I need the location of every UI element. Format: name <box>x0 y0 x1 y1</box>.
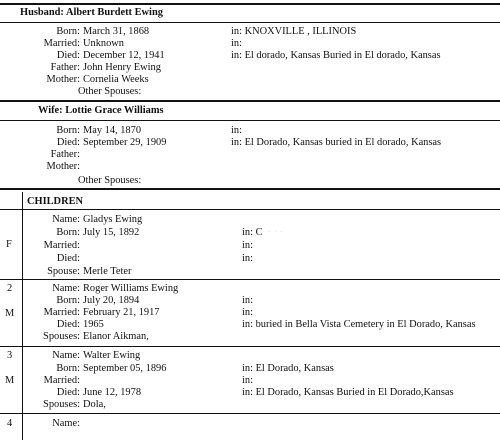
child-name: Gladys Ewing <box>83 214 143 225</box>
children-heading: CHILDREN <box>27 196 84 207</box>
child-married-place: in: <box>242 240 253 251</box>
husband-died-label: Died: <box>56 50 80 61</box>
wife-heading-rule <box>0 120 500 121</box>
husband-other-spouses-label: Other Spouses: <box>78 86 142 97</box>
husband-name: Albert Burdett Ewing <box>65 7 163 18</box>
wife-other-spouses-label: Other Spouses: <box>78 175 142 186</box>
child-spouse-label: Spouse: <box>47 266 80 277</box>
wife-born-label: Born: <box>56 125 80 136</box>
husband-married-date: Unknown <box>83 38 124 49</box>
wife-father-label: Father: <box>50 149 80 160</box>
wife-heading-label: Wife: <box>38 105 63 116</box>
child-born-label: Born: <box>56 363 80 374</box>
child-divider-rule <box>0 279 500 280</box>
child-died-label: Died: <box>56 319 80 330</box>
child-spouse: Dola, <box>83 399 106 410</box>
wife-top-rule <box>0 100 500 102</box>
child-divider-rule <box>0 346 500 347</box>
husband-married-label: Married: <box>43 38 80 49</box>
child-sex: F <box>6 239 12 250</box>
child-married-place: in: <box>242 307 253 318</box>
child-spouse-label: Spouses: <box>43 331 80 342</box>
child-born-date: September 05, 1896 <box>83 363 167 374</box>
husband-heading-rule <box>0 22 500 23</box>
husband-died-place: in: El dorado, Kansas Buried in El dorado, Kansas <box>231 50 441 61</box>
husband-heading <box>20 8 163 18</box>
husband-father-label: Father: <box>50 62 80 73</box>
children-heading-rule <box>0 209 500 210</box>
child-married-place: in: <box>242 375 253 386</box>
wife-born-date: May 14, 1870 <box>83 125 142 136</box>
child-name: Roger Williams Ewing <box>83 283 179 294</box>
child-spouse: Merle Teter <box>83 266 132 277</box>
child-name-label: Name: <box>52 214 80 225</box>
child-died-label: Died: <box>56 253 80 264</box>
child-born-place: in: <box>242 295 253 306</box>
child-died-place: in: El Dorado, Kansas Buried in El Dorado,Kansas <box>242 387 454 398</box>
child-died-date: 1965 <box>83 319 104 330</box>
child-born-place: in: El Dorado, Kansas <box>242 363 334 374</box>
child-died-place: in: <box>242 253 253 264</box>
child-died-date: June 12, 1978 <box>83 387 142 398</box>
husband-heading-label: Husband: <box>20 7 64 18</box>
child-divider-rule <box>0 413 500 414</box>
child-name-label: Name: <box>52 350 80 361</box>
wife-died-place: in: El Dorado, Kansas buried in El dorado, Kansas <box>231 137 442 148</box>
child-married-date: February 21, 1917 <box>83 307 160 318</box>
faded-text-smudge: · · · <box>268 228 284 236</box>
child-born-label: Born: <box>56 295 80 306</box>
husband-born-date: March 31, 1868 <box>83 26 150 37</box>
husband-died-date: December 12, 1941 <box>83 50 165 61</box>
wife-born-place: in: <box>231 125 242 136</box>
child-name-label: Name: <box>52 418 80 429</box>
child-name-label: Name: <box>52 283 80 294</box>
child-name: Walter Ewing <box>83 350 141 361</box>
wife-name: Lottie Grace Williams <box>65 105 164 116</box>
husband-married-place: in: <box>231 38 242 49</box>
child-number: 2 <box>7 283 13 294</box>
child-married-label: Married: <box>43 375 80 386</box>
husband-mother-label: Mother: <box>46 74 80 85</box>
children-top-rule <box>0 188 500 190</box>
child-spouse-label: Spouses: <box>43 399 80 410</box>
child-number: 4 <box>7 418 13 429</box>
child-sex: M <box>5 375 15 386</box>
child-sex: M <box>5 308 15 319</box>
husband-born-place: in: KNOXVILLE , ILLINOIS <box>231 26 357 37</box>
child-married-label: Married: <box>43 307 80 318</box>
top-rule <box>0 3 500 5</box>
child-spouse: Elanor Aikman, <box>83 331 149 342</box>
wife-died-date: September 29, 1909 <box>83 137 167 148</box>
child-born-place: in: C <box>242 227 263 238</box>
wife-mother-label: Mother: <box>46 161 80 172</box>
child-born-label: Born: <box>56 227 80 238</box>
child-born-date: July 15, 1892 <box>83 227 140 238</box>
husband-father: John Henry Ewing <box>83 62 161 73</box>
husband-born-label: Born: <box>56 26 80 37</box>
child-died-label: Died: <box>56 387 80 398</box>
wife-died-label: Died: <box>56 137 80 148</box>
child-died-place: in: buried in Bella Vista Cemetery in El Dorado, Kansas <box>242 319 476 330</box>
wife-heading <box>38 106 164 116</box>
child-number: 3 <box>7 350 13 361</box>
husband-mother: Cornelia Weeks <box>83 74 149 85</box>
child-married-label: Married: <box>43 240 80 251</box>
child-born-date: July 20, 1894 <box>83 295 140 306</box>
